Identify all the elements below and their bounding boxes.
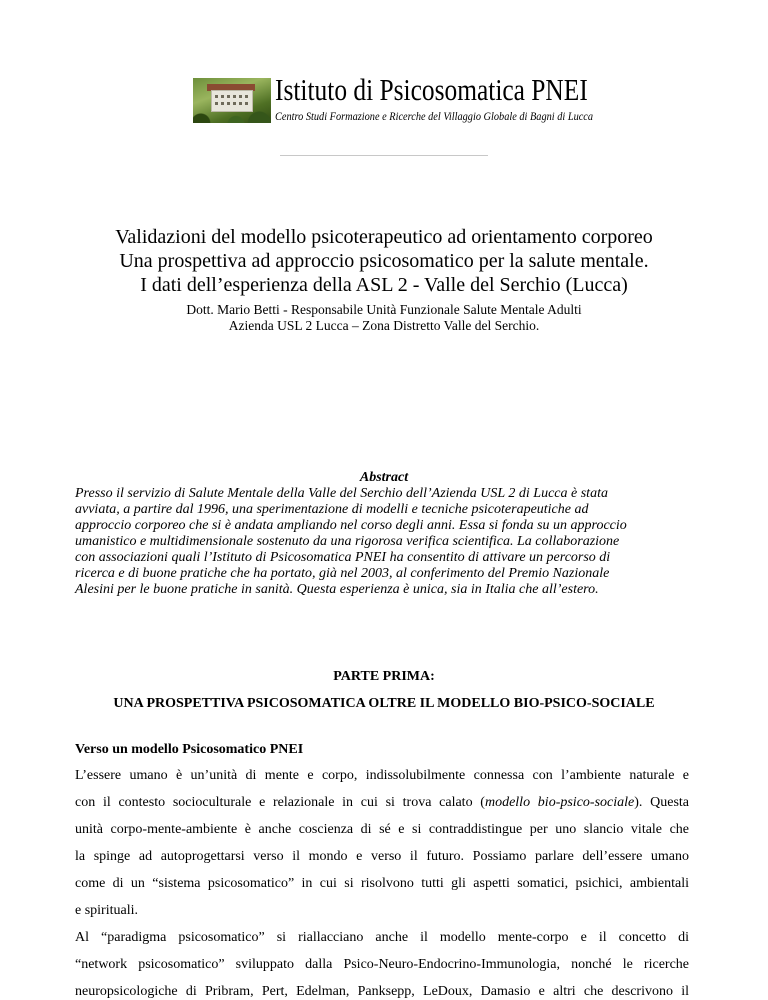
body-line: unità corpo-mente-ambiente è anche coscienza di sé e si contraddistingue per uno slancio vitale che — [75, 822, 689, 837]
abstract-heading: Abstract — [359, 470, 409, 485]
title-line-3: I dati dell’esperienza della ASL 2 - Valle del Serchio (Lucca) — [140, 274, 628, 296]
author-line-1: Dott. Mario Betti - Responsabile Unità Funzionale Salute Mentale Adulti — [186, 302, 582, 317]
body-line: con il contesto socioculturale e relazionale in cui si trova calato (modello bio-psico-sociale). Questa — [75, 795, 689, 810]
logo-subtitle: Centro Studi Formazione e Ricerche del Villaggio Globale di Bagni di Lucca — [275, 109, 594, 123]
title-line-2: Una prospettiva ad approccio psicosomatico per la salute mentale. — [119, 250, 649, 272]
header-divider — [280, 155, 488, 156]
body-line: la spinge ad autoprogettarsi verso il mondo e verso il futuro. Possiamo parlare dell’essere umano — [75, 849, 689, 864]
body-line: e spirituali. — [75, 903, 138, 918]
abstract-line: Alesini per le buone pratiche in sanità. Questa esperienza è unica, sia in Italia che all’estero. — [75, 582, 599, 597]
abstract-line: Presso il servizio di Salute Mentale della Valle del Serchio dell’Azienda USL 2 di Lucca è stata — [75, 486, 608, 501]
body-line: L’essere umano è un’unità di mente e corpo, indissolubilmente connessa con l’ambiente naturale e — [75, 768, 689, 783]
body-line: come di un “sistema psicosomatico” in cui si risolvono tutti gli aspetti somatici, psichici, ambientali — [75, 876, 689, 891]
part-label: PARTE PRIMA: — [333, 669, 435, 684]
abstract-line: ricerca e di buone pratiche che ha portato, già nel 2003, al conferimento del Premio Nazionale — [75, 566, 610, 581]
abstract-line: umanistico e multidimensionale sostenuto da una rigorosa verifica scientifica. La collaborazione — [75, 534, 620, 549]
logo-title: Istituto di Psicosomatica PNEI — [275, 72, 588, 107]
body-line: Al “paradigma psicosomatico” si riallacciano anche il modello mente-corpo e il concetto di — [75, 930, 689, 945]
part-subtitle: UNA PROSPETTIVA PSICOSOMATICA OLTRE IL MODELLO BIO-PSICO-SOCIALE — [113, 696, 655, 711]
body-line: “network psicosomatico” sviluppato dalla Psico-Neuro-Endocrino-Immunologia, nonché le ricerche — [75, 957, 689, 972]
building-photo — [193, 78, 271, 123]
abstract-line: con associazioni quali l’Istituto di Psicosomatica PNEI ha consentito di attivare un percorso di — [75, 550, 611, 565]
abstract-line: approccio corporeo che si è andata ampliando nel corso degli anni. Essa si fonda su un approccio — [75, 518, 627, 533]
abstract-line: avviata, a partire dal 1996, una sperimentazione di modelli e tecniche psicoterapeutiche ad — [75, 502, 589, 517]
institute-logo — [193, 72, 594, 124]
body-line: neuropsicologiche di Pribram, Pert, Edelman, Panksepp, LeDoux, Damasio e altri che descrivono il — [75, 984, 689, 999]
author-line-2: Azienda USL 2 Lucca – Zona Distretto Valle del Serchio. — [228, 318, 540, 333]
title-line-1: Validazioni del modello psicoterapeutico ad orientamento corporeo — [115, 226, 653, 248]
section-heading: Verso un modello Psicosomatico PNEI — [75, 742, 304, 757]
